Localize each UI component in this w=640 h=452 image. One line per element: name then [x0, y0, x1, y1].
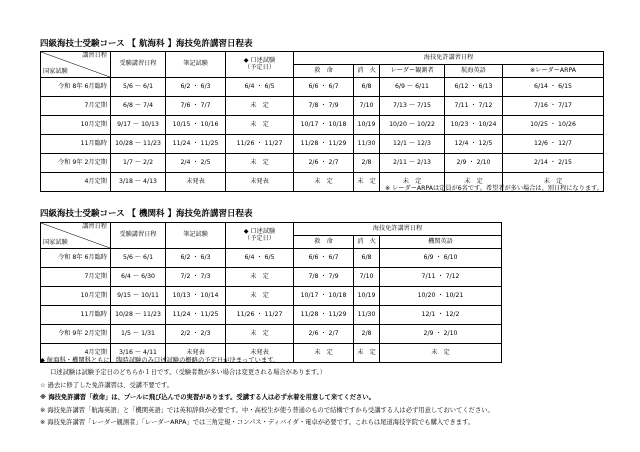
- footnote-oral-exam: ◆ 航海科・機関科ともに、臨時試験のみ口述試験の概略の予定日が決まっています。: [40, 357, 280, 364]
- footnote-exemption: ☆ 過去に修了した免許講習は、受講不要です。: [40, 381, 174, 389]
- corner-label-schedule: 講習日程: [82, 52, 107, 59]
- table-cell: 1/5 〜 1/31: [111, 325, 166, 344]
- column-header: 筆記試験: [166, 223, 226, 249]
- column-group-header: 海技免許講習日程: [294, 52, 604, 65]
- table-cell: 未 定: [294, 344, 354, 363]
- table-cell: 11/28 ・ 11/29: [294, 306, 354, 325]
- navigation-schedule-title: 四級海技士受験コース 【 航海科 】海技免許講習日程表: [40, 39, 253, 49]
- table-cell: 10/28 〜 11/23: [111, 306, 166, 325]
- table-cell: 7/8 ・ 7/9: [294, 268, 354, 287]
- column-header: 機関英語: [380, 236, 502, 249]
- table-cell: 9/17 〜 10/13: [111, 116, 166, 135]
- table-cell: 10/15 ・ 10/16: [166, 116, 226, 135]
- column-header: 筆記試験: [166, 52, 226, 78]
- table-row: [41, 268, 502, 287]
- footnote-radar-tools: ※ 海技免許講習「レーダー観測者」「レーダーARPA」では三角定規・コンパス・ディバイダ・電卓が必要です。これらは尾道海技学院でも購入できます。: [40, 418, 475, 426]
- column-header: 消 火: [354, 65, 380, 78]
- table-row: [41, 97, 604, 116]
- table-cell: 6/6 ・ 6/7: [294, 78, 354, 97]
- table-cell: 未 定: [226, 116, 294, 135]
- table-cell: 12/1 〜 12/3: [380, 135, 445, 154]
- column-header: ※レーダーARPA: [503, 65, 604, 78]
- table-cell: 7/16 ・ 7/17: [503, 97, 604, 116]
- table-row: [41, 306, 502, 325]
- row-label: 令和 9年 2月定期: [41, 154, 111, 173]
- footnote-oral-exam-detail: 口述試験は試験予定日のどちらか１日です。（受験者数が多い場合は変更される場合があります。）: [50, 369, 327, 377]
- table-cell: 2/9 ・ 2/10: [380, 325, 502, 344]
- column-header: 救 命: [294, 236, 354, 249]
- column-header: 航海英語: [445, 65, 503, 78]
- table-cell: 5/6 〜 6/1: [111, 78, 166, 97]
- table-cell: 10/23 ・ 10/24: [445, 116, 503, 135]
- table-cell: 11/24 ・ 11/25: [166, 135, 226, 154]
- table-cell: 10/25 ・ 10/26: [503, 116, 604, 135]
- table-row: [41, 135, 604, 154]
- table-cell: 10/20 ・ 10/21: [380, 287, 502, 306]
- table-cell: 未 定: [503, 173, 604, 192]
- table-cell: 未 定: [294, 173, 354, 192]
- table-cell: 11/30: [354, 306, 380, 325]
- table-cell: 12/6 ・ 12/7: [503, 135, 604, 154]
- table-cell: 2/9 ・ 2/10: [445, 154, 503, 173]
- table-cell: 10/17 ・ 10/18: [294, 287, 354, 306]
- table-cell: 1/7 〜 2/2: [111, 154, 166, 173]
- oral-exam-sublabel: （予定日）: [244, 63, 275, 71]
- table-cell: 未 定: [226, 287, 294, 306]
- row-label: 10月定期: [41, 116, 111, 135]
- table-cell: 7/8 ・ 7/9: [294, 97, 354, 116]
- footnotes: [40, 355, 615, 429]
- table-cell: 3/18 〜 4/13: [111, 173, 166, 192]
- oral-exam-label: ◆ 口述試験: [243, 56, 276, 64]
- column-header: 受験講習日程: [111, 52, 166, 78]
- row-label: 7月定期: [41, 97, 111, 116]
- table-row: [41, 116, 604, 135]
- table-cell: 3/16 〜 4/11: [111, 344, 166, 363]
- corner-label-exam: 国家試験: [43, 239, 68, 247]
- table-cell: 6/4 ・ 6/5: [226, 78, 294, 97]
- table-cell: 2/14 ・ 2/15: [503, 154, 604, 173]
- footnote-dictionary: ※ 海技免許講習「航海英語」と「機関英語」では英和辞典が必要です。中・高校生が使う普通のもので結構ですから受講する人は必ず用意しておいてください。: [40, 406, 494, 414]
- column-header: 消 火: [354, 236, 380, 249]
- table-cell: 6/12 ・ 6/13: [445, 78, 503, 97]
- table-cell: 6/9 〜 6/11: [380, 78, 445, 97]
- row-label: 令和 8年 6月臨時: [41, 249, 111, 268]
- footnote-lifesaving: ※ 海技免許講習「救命」は、プールに飛び込んでの実習があります。受講する人は必ず水着を用意して来てください。: [40, 394, 375, 402]
- table-cell: 11/28 ・ 11/29: [294, 135, 354, 154]
- table-cell: 未発表: [166, 173, 226, 192]
- table-row: [41, 249, 502, 268]
- column-group-header: 海技免許講習日程: [294, 223, 502, 236]
- column-header: [226, 52, 294, 78]
- table-cell: 7/11 ・ 7/12: [445, 97, 503, 116]
- table-cell: 未 定: [226, 97, 294, 116]
- table-cell: 6/6 ・ 6/7: [294, 249, 354, 268]
- table-cell: 未 定: [226, 268, 294, 287]
- table-cell: 12/4 ・ 12/5: [445, 135, 503, 154]
- table-cell: 2/4 ・ 2/5: [166, 154, 226, 173]
- table-cell: 未 定: [226, 154, 294, 173]
- table-cell: 6/4 〜 6/30: [111, 268, 166, 287]
- table-cell: 10/13 ・ 10/14: [166, 287, 226, 306]
- table-row: [41, 78, 604, 97]
- table-cell: 未 定: [354, 173, 380, 192]
- table-cell: 2/6 ・ 2/7: [294, 154, 354, 173]
- engine-schedule-table: [40, 222, 502, 363]
- table-cell: 6/8: [354, 249, 380, 268]
- table-row: [41, 154, 604, 173]
- row-label: 10月定期: [41, 287, 111, 306]
- table-cell: 未 定: [226, 325, 294, 344]
- table-cell: 7/10: [354, 97, 380, 116]
- table-cell: 6/14 ・ 6/15: [503, 78, 604, 97]
- table-cell: 7/11 ・ 7/12: [380, 268, 502, 287]
- table-cell: 未発表: [226, 173, 294, 192]
- table-cell: 11/26 ・ 11/27: [226, 135, 294, 154]
- table-cell: 6/8 〜 7/4: [111, 97, 166, 116]
- table-corner-header: [41, 223, 111, 249]
- arpa-capacity-note: ※ レーダーARPAは定員が6名です。希望者が多い場合は、別日程になります。: [384, 185, 603, 192]
- table-cell: 10/19: [354, 287, 380, 306]
- table-cell: 2/2 ・ 2/3: [166, 325, 226, 344]
- table-cell: 未発表: [226, 344, 294, 363]
- table-cell: 未 定: [354, 344, 380, 363]
- corner-label-schedule: 講習日程: [82, 223, 107, 230]
- table-cell: 未発表: [166, 344, 226, 363]
- table-row: [41, 287, 502, 306]
- column-header: 救 命: [294, 65, 354, 78]
- navigation-schedule-table: [40, 51, 604, 192]
- table-cell: 6/2 ・ 6/3: [166, 249, 226, 268]
- table-cell: 未 定: [445, 173, 503, 192]
- row-label: 4月定期: [41, 173, 111, 192]
- row-label: 7月定期: [41, 268, 111, 287]
- table-cell: 10/28 〜 11/23: [111, 135, 166, 154]
- table-cell: 5/6 〜 6/1: [111, 249, 166, 268]
- table-cell: 2/8: [354, 325, 380, 344]
- corner-label-exam: 国家試験: [43, 68, 68, 76]
- table-cell: 7/10: [354, 268, 380, 287]
- column-header: [226, 223, 294, 249]
- table-cell: 12/1 ・ 12/2: [380, 306, 502, 325]
- table-cell: 7/6 ・ 7/7: [166, 97, 226, 116]
- row-label: 令和 9年 2月定期: [41, 325, 111, 344]
- table-cell: 11/30: [354, 135, 380, 154]
- table-cell: 6/8: [354, 78, 380, 97]
- row-label: 11月臨時: [41, 135, 111, 154]
- table-cell: 6/4 ・ 6/5: [226, 249, 294, 268]
- column-header: 受験講習日程: [111, 223, 166, 249]
- table-cell: 2/6 ・ 2/7: [294, 325, 354, 344]
- table-cell: 未 定: [380, 173, 445, 192]
- table-row: [41, 325, 502, 344]
- table-cell: 7/2 ・ 7/3: [166, 268, 226, 287]
- table-cell: 未 定: [380, 344, 502, 363]
- oral-exam-label: ◆ 口述試験: [243, 227, 276, 235]
- row-label: 4月定期: [41, 344, 111, 363]
- table-corner-header: [41, 52, 111, 78]
- table-cell: 6/2 ・ 6/3: [166, 78, 226, 97]
- table-cell: 11/26 ・ 11/27: [226, 306, 294, 325]
- row-label: 令和 8年 6月臨時: [41, 78, 111, 97]
- table-cell: 2/11 〜 2/13: [380, 154, 445, 173]
- table-cell: 7/13 〜 7/15: [380, 97, 445, 116]
- table-cell: 10/19: [354, 116, 380, 135]
- engine-schedule-title: 四級海技士受験コース 【 機関科 】海技免許講習日程表: [40, 209, 253, 219]
- row-label: 11月臨時: [41, 306, 111, 325]
- table-cell: 10/20 〜 10/22: [380, 116, 445, 135]
- oral-exam-sublabel: （予定日）: [244, 234, 275, 242]
- table-cell: 10/17 ・ 10/18: [294, 116, 354, 135]
- table-cell: 6/9 ・ 6/10: [380, 249, 502, 268]
- table-cell: 2/8: [354, 154, 380, 173]
- table-cell: 11/24 ・ 11/25: [166, 306, 226, 325]
- column-header: レーダー観測者: [380, 65, 445, 78]
- table-cell: 9/15 〜 10/11: [111, 287, 166, 306]
